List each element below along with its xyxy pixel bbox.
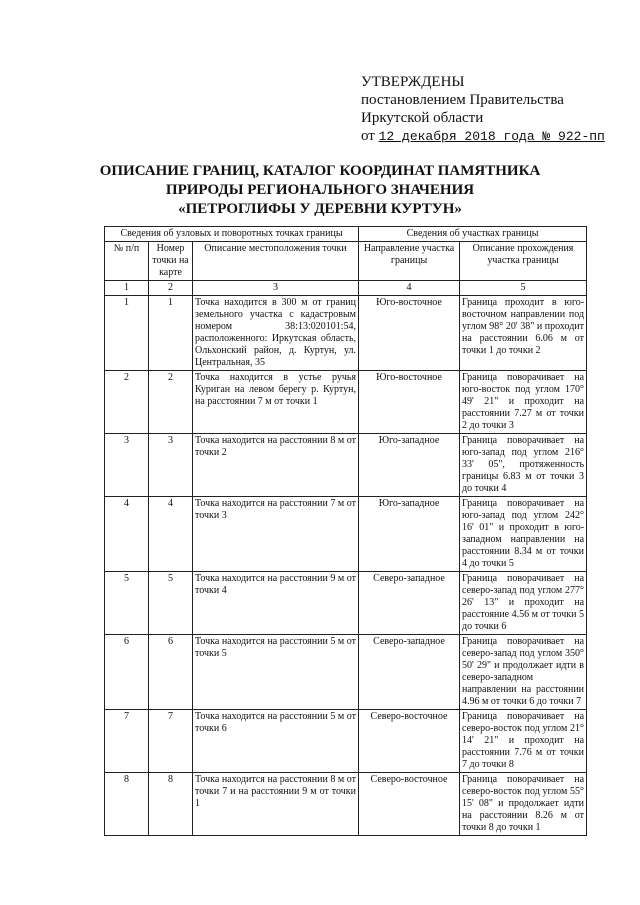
table-row [105,572,587,635]
title-line-3: «ПЕТРОГЛИФЫ У ДЕРЕВНИ КУРТУН» [178,201,462,217]
row-number: 5 [105,572,149,635]
table-row [105,371,587,434]
table-row [105,635,587,710]
approval-region: Иркутской области [361,110,484,126]
col-number: 2 [149,281,193,296]
header-passage: Описание прохождения участка границы [460,242,587,281]
row-number: 3 [105,434,149,497]
row-passage: Граница поворачивает на северо-запад под углом 350° 50' 29" и продолжает идти в северо-западном направлении на расстоянии 4.96 м от точки 6 до точки 7 [460,635,587,710]
row-direction: Юго-восточное [359,296,460,371]
group-header-row [105,227,587,242]
row-direction: Юго-восточное [359,371,460,434]
row-point: 7 [149,710,193,773]
row-location: Точка находится на расстоянии 5 м от точки 6 [193,710,359,773]
row-direction: Северо-западное [359,572,460,635]
row-location: Точка находится на расстоянии 7 м от точки 3 [193,497,359,572]
table-row [105,434,587,497]
row-number: 7 [105,710,149,773]
row-location: Точка находится на расстоянии 5 м от точки 5 [193,635,359,710]
approval-issuer: постановлением Правительства [361,92,564,108]
row-point: 3 [149,434,193,497]
title-line-2: ПРИРОДЫ РЕГИОНАЛЬНОГО ЗНАЧЕНИЯ [165,182,475,198]
row-passage: Граница поворачивает на северо-восток под углом 55° 15' 08" и продолжает идти на расстоянии 8.26 м от точки 8 до точки 1 [460,773,587,836]
table-row [105,773,587,836]
row-point: 1 [149,296,193,371]
approval-date-value: 12 декабря 2018 года № 922-пп [378,129,605,144]
col-number: 1 [105,281,149,296]
approval-heading: УТВЕРЖДЕНЫ [361,74,465,90]
table-row [105,497,587,572]
row-direction: Юго-западное [359,497,460,572]
row-direction: Северо-восточное [359,710,460,773]
col-number: 5 [460,281,587,296]
row-passage: Граница проходит в юго-восточном направлении под углом 98° 20' 38" и проходит на расстоянии 6.06 м от точки 1 до точки 2 [460,296,587,371]
row-point: 4 [149,497,193,572]
row-number: 2 [105,371,149,434]
row-passage: Граница поворачивает на северо-восток под углом 21° 14' 21" и проходит на расстоянии 7.76 м от точки 7 до точки 8 [460,710,587,773]
header-location: Описание местоположения точки [193,242,359,281]
header-point: Номер точки на карте [149,242,193,281]
table-row [105,710,587,773]
row-passage: Граница поворачивает на юго-запад под углом 242° 16' 01" и проходит в юго-западном направлении на расстоянии 8.34 м от точки 4 до точки 5 [460,497,587,572]
column-header-row [105,242,587,281]
row-location: Точка находится на расстоянии 8 м от точки 7 и на расстоянии 9 м от точки 1 [193,773,359,836]
row-point: 6 [149,635,193,710]
row-location: Точка находится в устье ручья Куриган на левом берегу р. Куртун, на расстоянии 7 м от точки 1 [193,371,359,434]
approval-date-prefix: от [361,128,375,144]
row-number: 4 [105,497,149,572]
row-passage: Граница поворачивает на юго-восток под углом 170° 49' 21" и проходит на расстоянии 7.27 м от точки 2 до точки 3 [460,371,587,434]
header-direction: Направление участка границы [359,242,460,281]
document-title [0,162,640,219]
row-location: Точка находится в 300 м от границ земельного участка с кадастровым номером 38:13:020101:54, расположенного: Иркутская область, Ольхонский район, д. Куртун, ул. Центральная, 35 [193,296,359,371]
column-number-row [105,281,587,296]
table-row [105,296,587,371]
group-header-segments: Сведения об участках границы [359,227,587,242]
col-number: 4 [359,281,460,296]
approval-date [361,127,605,146]
approval-block [361,73,605,146]
title-line-1: ОПИСАНИЕ ГРАНИЦ, КАТАЛОГ КООРДИНАТ ПАМЯТНИКА [99,163,541,179]
header-number: № п/п [105,242,149,281]
row-number: 6 [105,635,149,710]
row-passage: Граница поворачивает на северо-запад под углом 277° 26' 13" и проходит на расстояние 4.56 м от точки 5 до точки 6 [460,572,587,635]
row-number: 8 [105,773,149,836]
row-number: 1 [105,296,149,371]
group-header-points: Сведения об узловых и поворотных точках границы [105,227,359,242]
row-direction: Северо-западное [359,635,460,710]
row-direction: Северо-восточное [359,773,460,836]
row-direction: Юго-западное [359,434,460,497]
row-point: 2 [149,371,193,434]
row-location: Точка находится на расстоянии 9 м от точки 4 [193,572,359,635]
row-point: 8 [149,773,193,836]
row-point: 5 [149,572,193,635]
boundary-table [104,226,587,836]
row-location: Точка находится на расстоянии 8 м от точки 2 [193,434,359,497]
row-passage: Граница поворачивает на юго-запад под углом 216° 33' 05", протяженность границы 6.83 м от точки 3 до точки 4 [460,434,587,497]
col-number: 3 [193,281,359,296]
